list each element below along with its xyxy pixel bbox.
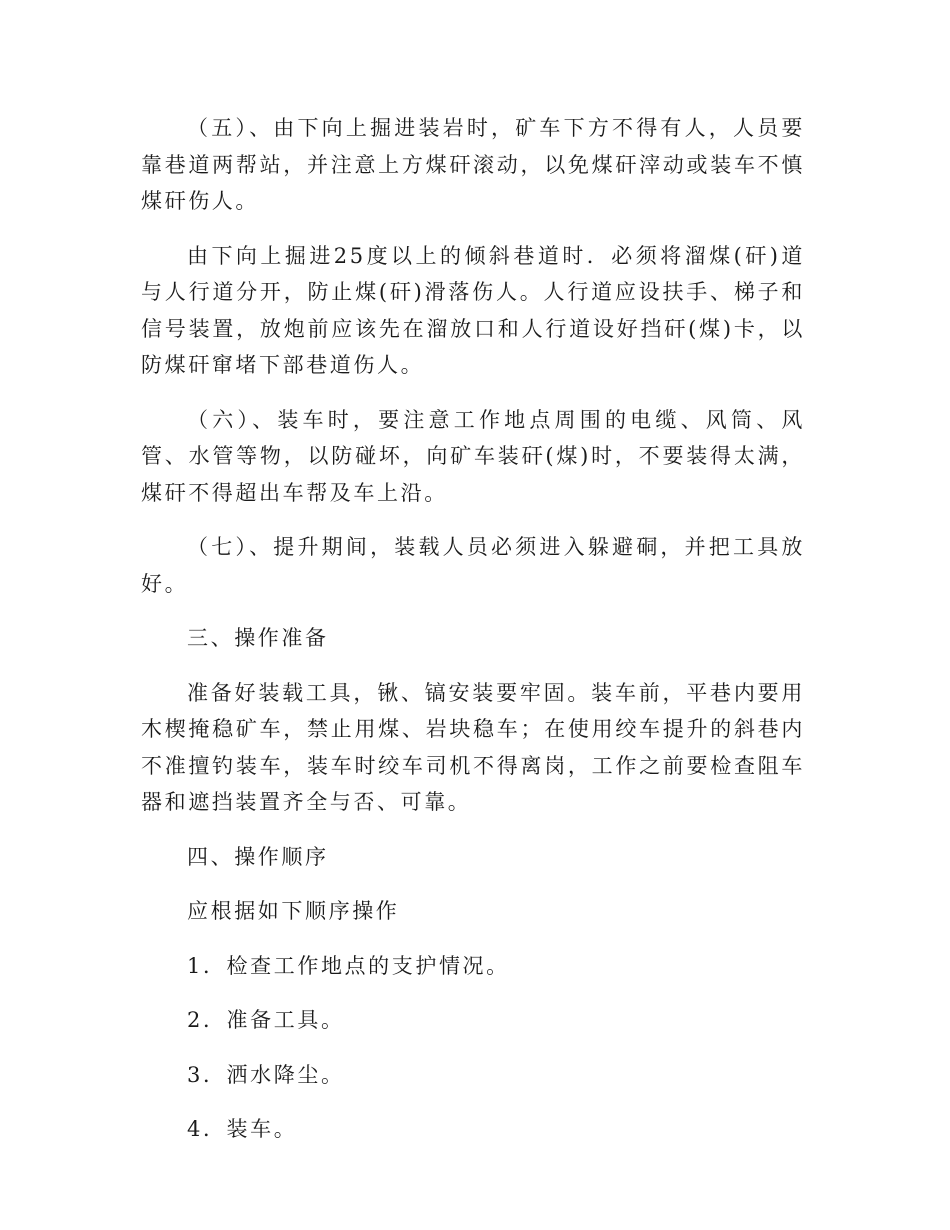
heading-operation-preparation: 三、操作准备: [187, 626, 329, 650]
paragraph-sequence-intro: 应根据如下顺序操作: [187, 899, 400, 923]
paragraph-section-6: （六）、装车时，要注意工作地点周围的电缆、风筒、风管、水管等物，以防碰坏，向矿车装矸(煤)时，不要装得太满，煤矸不得超出车帮及车上沿。: [141, 407, 805, 505]
paragraph-section-5: （五）、由下向上掘进装岩时，矿车下方不得有人，人员要靠巷道两帮站，并注意上方煤矸滚动，以免煤矸滓动或装车不慎煤矸伤人。: [141, 116, 805, 213]
paragraph-inclined-roadway: 由下向上掘进25度以上的倾斜巷道时．必须将溜煤(矸)道与人行道分开，防止煤(矸)滑落伤人。人行道应设扶手、梯子和信号装置，放炮前应该先在溜放口和人行道设好挡矸(煤)卡，以防煤矸窜堵下部巷道伤人。: [141, 243, 805, 377]
list-item-3: 3．洒水降尘。: [187, 1062, 345, 1087]
paragraph-preparation: 准备好装载工具，锹、镐安装要牢固。装车前，平巷内要用木楔掩稳矿车，禁止用煤、岩块稳车；在使用绞车提升的斜巷内不准擅钓装车，装车时绞车司机不得离岗，工作之前要检查阻车器和遮挡装置齐全与否、可靠。: [141, 680, 805, 814]
list-item-2: 2．准备工具。: [187, 1008, 345, 1032]
list-item-1: 1．检查工作地点的支护情况。: [187, 953, 510, 978]
paragraph-section-7: （七）、提升期间，装载人员必须进入躲避硐，并把工具放好。: [141, 535, 805, 596]
document-body: [141, 110, 805, 1148]
heading-operation-sequence: 四、操作顺序: [187, 844, 329, 869]
list-item-4: 4．装车。: [187, 1117, 298, 1141]
